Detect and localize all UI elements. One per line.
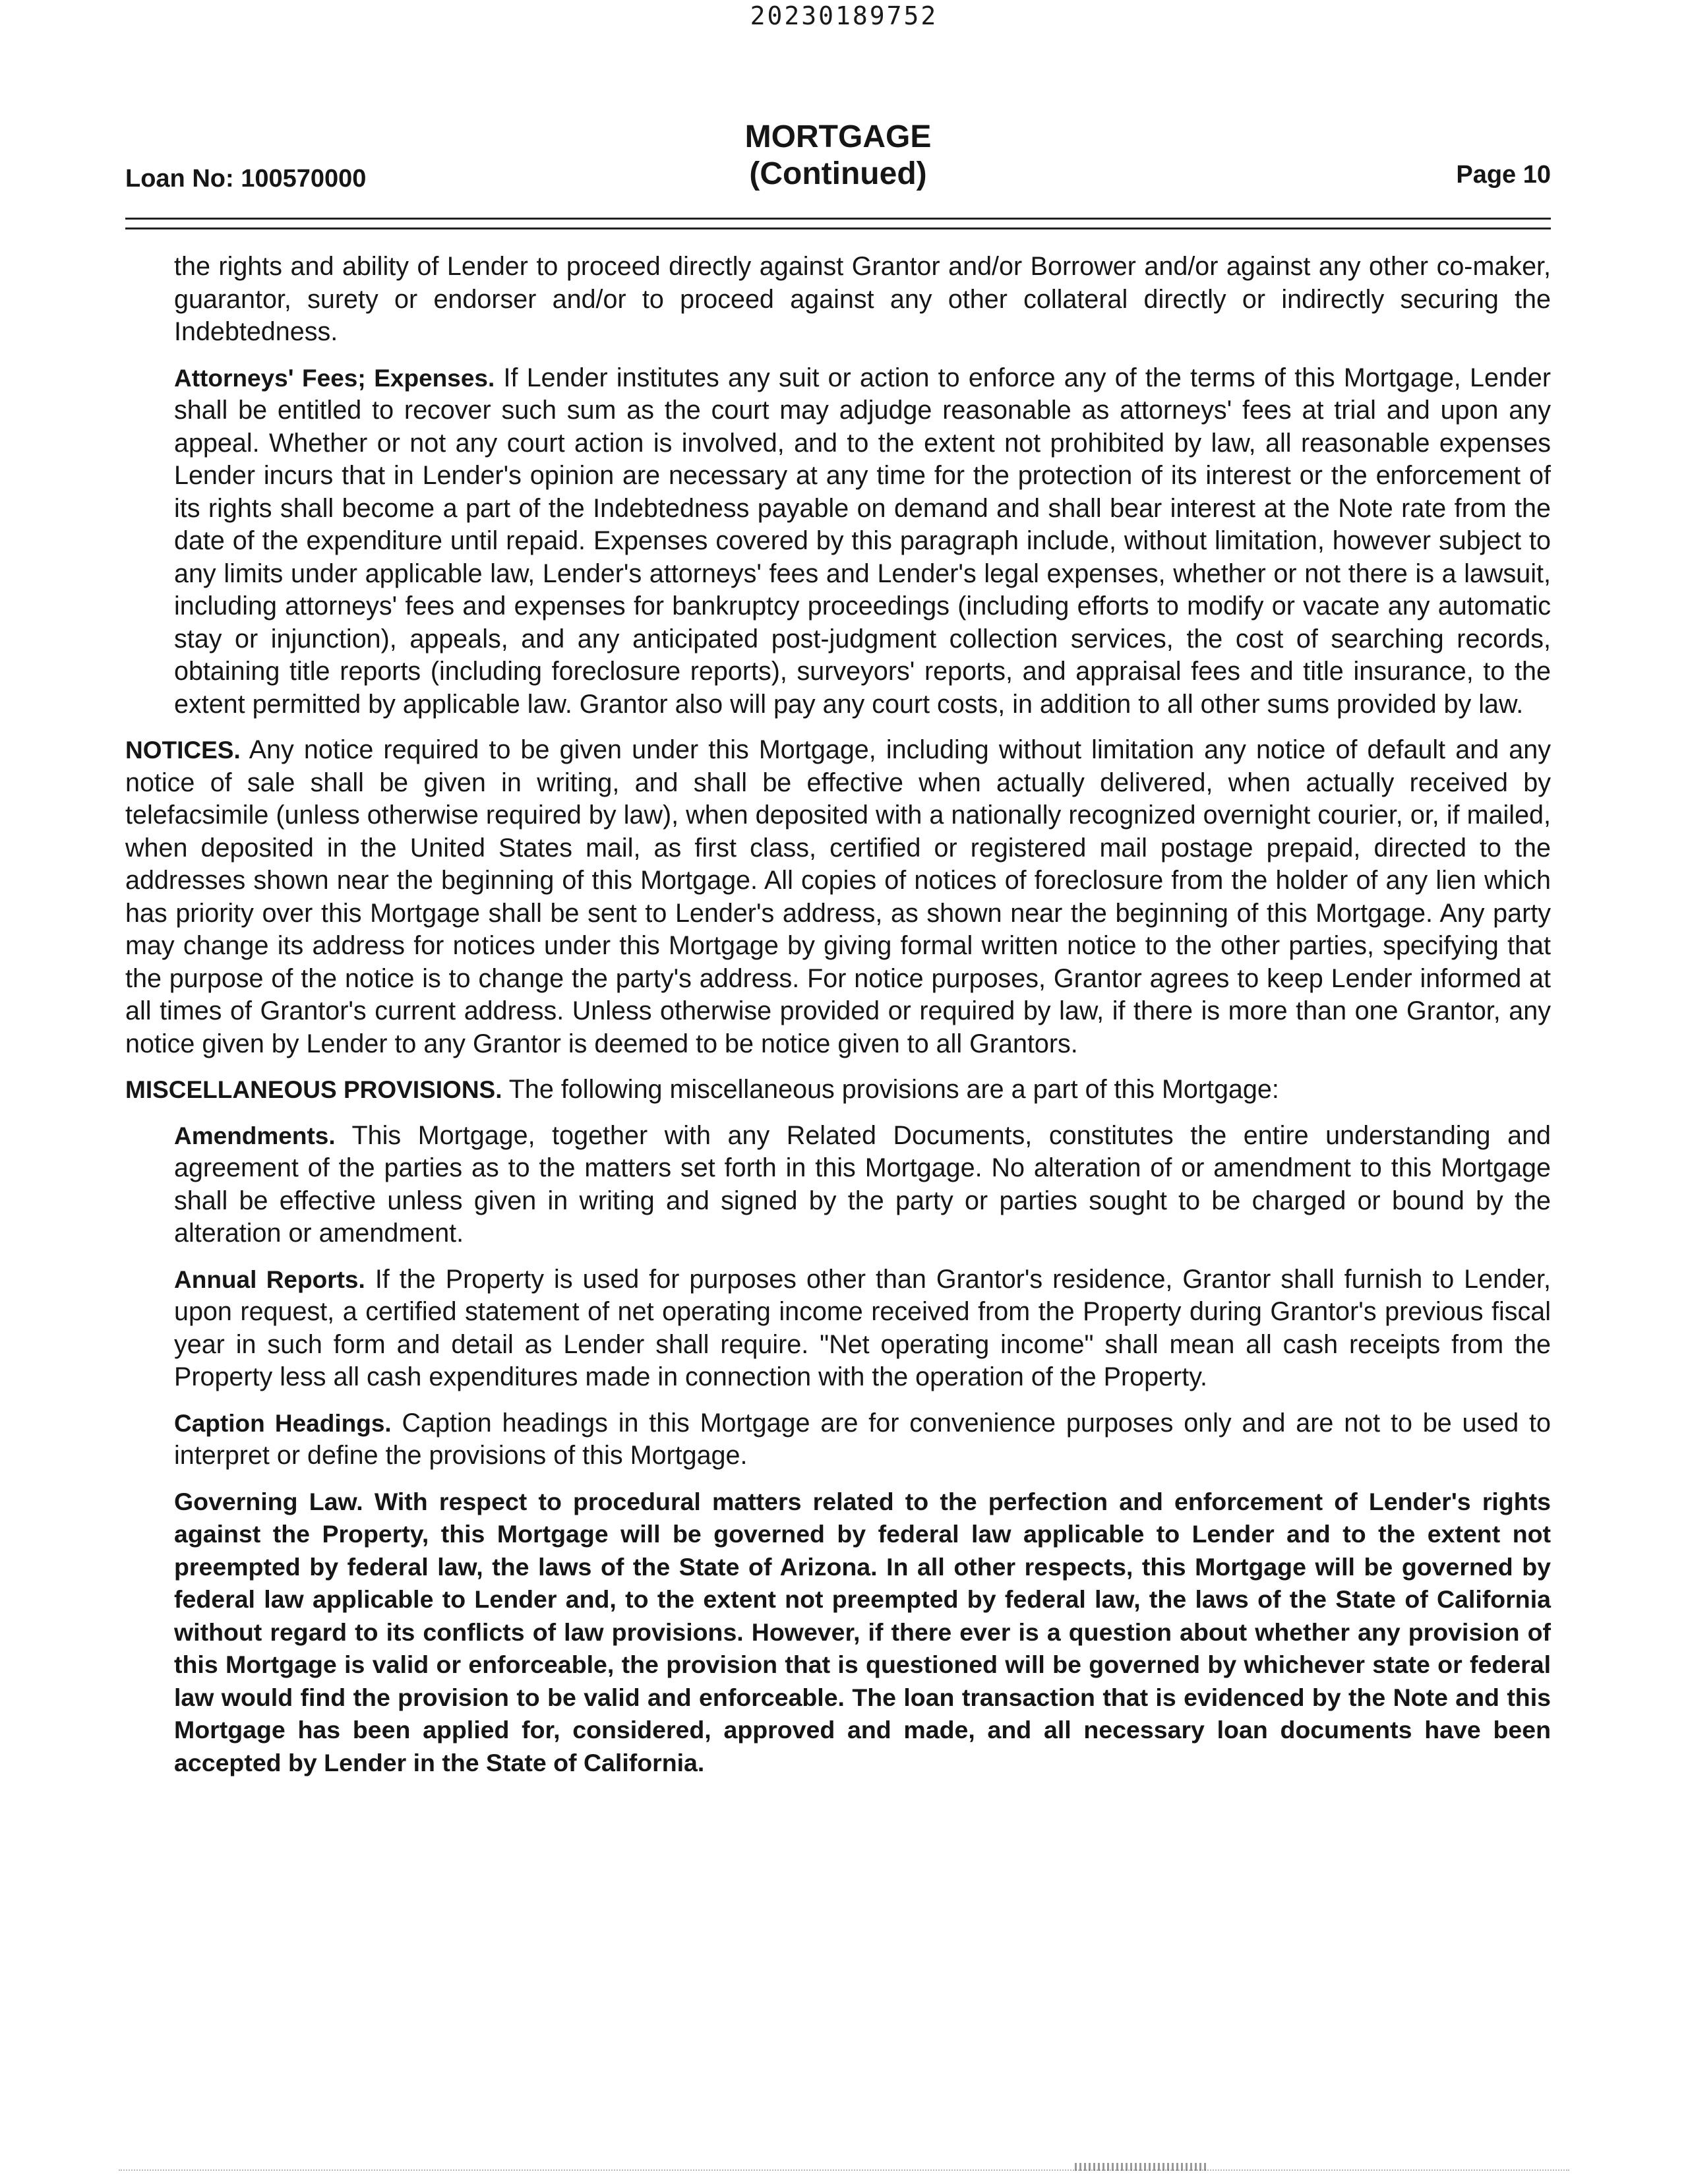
- amendments-text: This Mortgage, together with any Related Documents, constitutes the entire understanding and agreement of the parties as to the matters set forth in this Mortgage. No alteration of or amendment to this Mortgage shall be effective unless given in writing and signed by the party or parties sought to be charged or bound by the alteration or amendment.: [174, 1120, 1551, 1248]
- notices-paragraph: [125, 734, 1551, 1060]
- amendments-paragraph: [174, 1120, 1551, 1250]
- notices-text: Any notice required to be given under this Mortgage, including without limitation any notice of default and any notice of sale shall be given in writing, and shall be effective when actually delivered, when actually received by telefacsimile (unless otherwise required by law), when deposited with a nationally recognized overnight courier, or, if mailed, when deposited in the United States mail, as first class, certified or registered mail postage prepaid, directed to the addresses shown near the beginning of this Mortgage. All copies of notices of foreclosure from the holder of any lien which has priority over this Mortgage shall be sent to Lender's address, as shown near the beginning of this Mortgage. Any party may change its address for notices under this Mortgage by giving formal written notice to the other parties, specifying that the purpose of the notice is to change the party's address. For notice purposes, Grantor agrees to keep Lender informed at all times of Grantor's current address. Unless otherwise provided or required by law, if there is more than one Grantor, any notice given by Lender to any Grantor is deemed to be notice given to all Grantors.: [125, 735, 1551, 1058]
- title-line-2: (Continued): [749, 156, 927, 191]
- annual-reports-text: If the Property is used for purposes other than Grantor's residence, Grantor shall furnish to Lender, upon request, a certified statement of net operating income received from the Property during Grantor's previous fiscal year in such form and detail as Lender shall require. "Net operating income" shall mean all cash receipts from the Property less all cash expenditures made in connection with the operation of the Property.: [174, 1264, 1551, 1391]
- governing-law-text: With respect to procedural matters related to the perfection and enforcement of Lender's rights against the Property, this Mortgage will be governed by federal law applicable to Lender and to the extent not preempted by federal law, the laws of the State of Arizona. In all other respects, this Mortgage will be governed by federal law applicable to Lender and, to the extent not preempted by federal law, the laws of the State of California without regard to its conflicts of law provisions. However, if there ever is a question about whether any provision of this Mortgage is valid or enforceable, the provision that is questioned will be governed by whichever state or federal law would find the provision to be valid and enforceable. The loan transaction that is evidenced by the Note and this Mortgage has been applied for, considered, approved and made, and all necessary loan documents have been accepted by Lender in the State of California.: [174, 1487, 1551, 1776]
- loan-number: Loan No: 100570000: [125, 165, 367, 193]
- annual-reports-paragraph: [174, 1263, 1551, 1394]
- title-line-1: MORTGAGE: [744, 119, 932, 154]
- caption-headings-text: Caption headings in this Mortgage are for convenience purposes only and are not to be used to interpret or define the provisions of this Mortgage.: [174, 1408, 1551, 1470]
- notices-heading: NOTICES.: [125, 737, 241, 764]
- governing-law-heading: Governing Law.: [174, 1487, 363, 1515]
- misc-provisions-heading: MISCELLANEOUS PROVISIONS.: [125, 1076, 502, 1103]
- footer-scan-line: [119, 2169, 1569, 2171]
- document-title: [125, 119, 1551, 193]
- annual-reports-heading: Annual Reports.: [174, 1265, 365, 1293]
- recording-number: 20230189752: [750, 1, 938, 30]
- continuation-paragraph: the rights and ability of Lender to proceed directly against Grantor and/or Borrower and/or against any other co-maker, guarantor, surety or endorser and/or to proceed against any other collateral directly or indirectly securing the Indebtedness.: [174, 252, 1551, 346]
- footer-barcode-mark: [1075, 2163, 1207, 2171]
- caption-headings-heading: Caption Headings.: [174, 1409, 392, 1437]
- governing-law-paragraph: [174, 1486, 1551, 1780]
- misc-provisions-text: The following miscellaneous provisions are a part of this Mortgage:: [508, 1075, 1279, 1104]
- header-divider-top: [125, 218, 1551, 220]
- page-number: Page 10: [1456, 161, 1551, 189]
- attorneys-fees-heading: Attorneys' Fees; Expenses.: [174, 364, 495, 392]
- amendments-heading: Amendments.: [174, 1122, 336, 1149]
- caption-headings-paragraph: [174, 1407, 1551, 1472]
- attorneys-fees-paragraph: [174, 362, 1551, 721]
- misc-provisions-paragraph: [125, 1074, 1551, 1107]
- document-body: [125, 251, 1551, 1792]
- page-header: [125, 119, 1551, 198]
- attorneys-fees-text: If Lender institutes any suit or action to enforce any of the terms of this Mortgage, Lender shall be entitled to recover such sum as the court may adjudge reasonable as attorneys' fees at trial and upon any appeal. Whether or not any court action is involved, and to the extent not prohibited by law, all reasonable expenses Lender incurs that in Lender's opinion are necessary at any time for the protection of its interest or the enforcement of its rights shall become a part of the Indebtedness payable on demand and shall bear interest at the Note rate from the date of the expenditure until repaid. Expenses covered by this paragraph include, without limitation, however subject to any limits under applicable law, Lender's attorneys' fees and Lender's legal expenses, whether or not there is a lawsuit, including attorneys' fees and expenses for bankruptcy proceedings (including efforts to modify or vacate any automatic stay or injunction), appeals, and any anticipated post-judgment collection services, the cost of searching records, obtaining title reports (including foreclosure reports), surveyors' reports, and appraisal fees and title insurance, to the extent permitted by applicable law. Grantor also will pay any court costs, in addition to all other sums provided by law.: [174, 363, 1551, 719]
- header-divider-bottom: [125, 228, 1551, 229]
